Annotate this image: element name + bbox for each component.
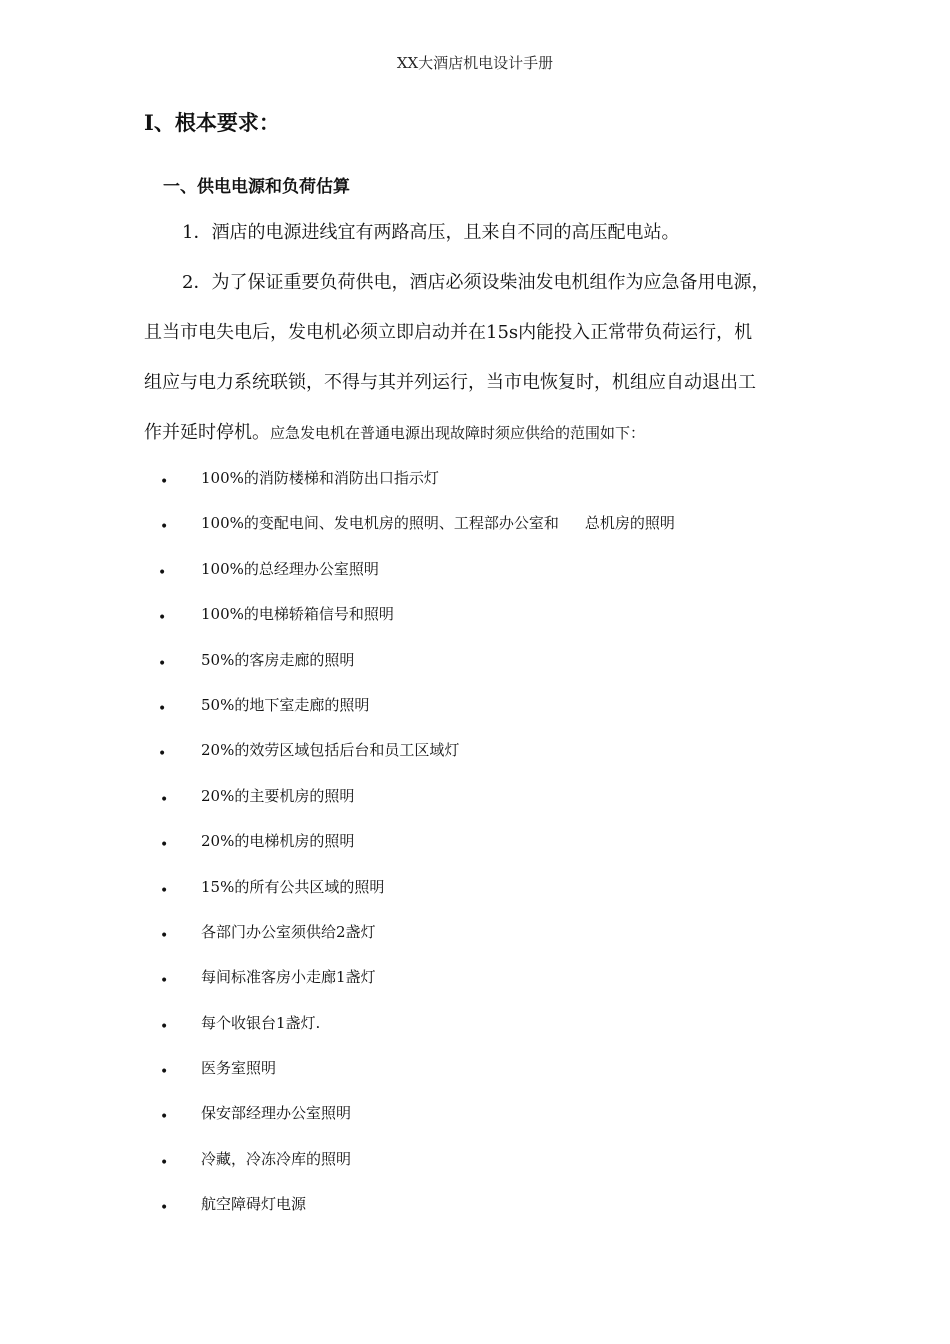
bullet-icon: • [160, 1109, 169, 1126]
section-title: I、根本要求： [144, 110, 280, 135]
list-item-text: 15%的所有公共区域的照明 [201, 877, 385, 896]
list-item-text: 100%的电梯轿箱信号和照明 [201, 605, 394, 624]
list-item-text: 50%的客房走廊的照明 [201, 650, 355, 669]
list-item-text: 20%的主要机房的照明 [201, 786, 355, 805]
bullet-icon: • [160, 882, 169, 899]
list-item-text: 100%的消防楼梯和消防出口指示灯 [201, 469, 439, 487]
bullet-icon: • [158, 655, 167, 672]
bullet-icon: • [158, 700, 167, 717]
list-item-text: 各部门办公室须供给2盏灯 [201, 922, 376, 941]
bullet-icon: • [160, 1064, 169, 1081]
list-item-text: 20%的电梯机房的照明 [201, 832, 355, 851]
list-item-text: 每间标准客房小走廊1盏灯 [201, 968, 376, 987]
paragraph-2-line-3: 组应与电力系统联锁，不得与其并列运行，当市电恢复时，机组应自动退出工 [144, 372, 756, 393]
paragraph-1: 1．酒店的电源进线宜有两路高压，且来自不同的高压配电站。 [182, 222, 680, 243]
bullet-icon: • [160, 973, 169, 990]
list-item-text-main: 100%的变配电间、发电机房的照明、工程部办公室和 [201, 514, 559, 533]
list-item-text: 100%的总经理办公室照明 [201, 559, 379, 578]
list-item-text: 20%的效劳区域包括后台和员工区域灯 [201, 741, 460, 760]
subsection-title: 一、供电电源和负荷估算 [163, 177, 350, 197]
list-item-text: 冷藏，冷冻冷库的照明 [201, 1149, 352, 1168]
paragraph-2-line-4-main: 作并延时停机。 [144, 422, 270, 443]
page-header: XX大酒店机电设计手册 [396, 54, 554, 72]
paragraph-2-line-1: 2．为了保证重要负荷供电，酒店必须设柴油发电机组作为应急备用电源， [182, 272, 770, 293]
list-item-text: 50%的地下室走廊的照明 [201, 695, 370, 714]
bullet-icon: • [158, 746, 167, 763]
list-item-text: 每个收银台1盏灯. [201, 1013, 321, 1032]
paragraph-2-line-4 [144, 421, 824, 445]
bullet-icon: • [160, 791, 169, 808]
list-item-text [201, 511, 675, 535]
bullet-icon: • [160, 519, 169, 536]
list-item-text-tail: 总机房的照明 [584, 514, 675, 533]
list-item-text: 保安部经理办公室照明 [201, 1104, 352, 1123]
list-item-text: 医务室照明 [201, 1059, 277, 1078]
bullet-icon: • [158, 564, 167, 581]
bullet-icon: • [160, 837, 169, 854]
list-item-text: 航空障碍灯电源 [201, 1195, 307, 1214]
bullet-icon: • [160, 1154, 169, 1171]
paragraph-2-line-2: 且当市电失电后，发电机必须立即启动并在15s内能投入正常带负荷运行，机 [144, 322, 753, 343]
bullet-icon: • [158, 610, 167, 627]
paragraph-2-line-4-small: 应急发电机在普通电源出现故障时须应供给的范围如下： [270, 424, 646, 442]
bullet-icon: • [160, 927, 169, 944]
bullet-icon: • [160, 1200, 169, 1217]
bullet-icon: • [160, 474, 169, 490]
bullet-icon: • [160, 1018, 169, 1035]
